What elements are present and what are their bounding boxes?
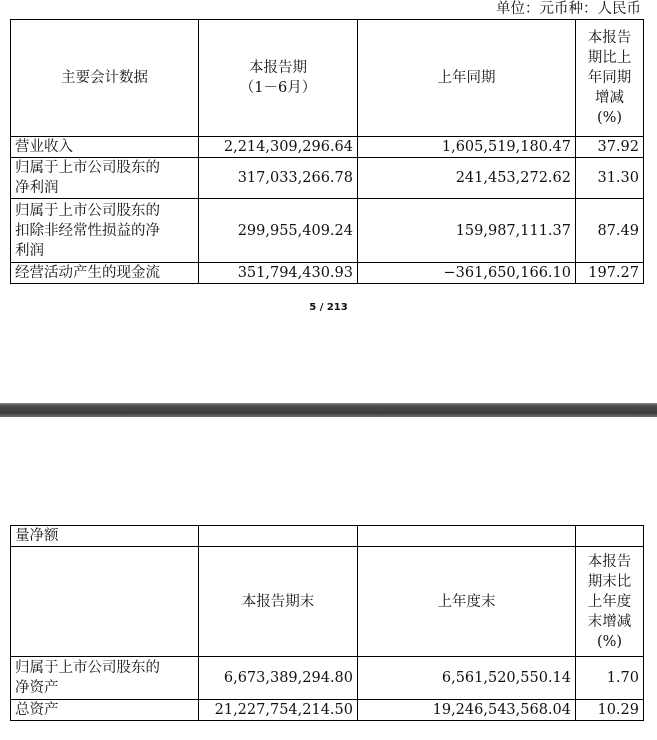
table-row [11, 700, 644, 721]
header-prior-period: 上年同期 [358, 20, 576, 137]
change-value: 10.29 [576, 700, 644, 721]
key-financial-data-table [10, 19, 644, 284]
empty-cell [358, 526, 576, 547]
change-value: 31.30 [576, 158, 644, 199]
unit-currency-label: 单位：元币种：人民币 [496, 1, 641, 17]
prior-value: 19,246,543,568.04 [358, 700, 576, 721]
row-label-line: 归属于上市公司股东的 [15, 160, 160, 176]
table-row [11, 137, 644, 158]
row-label-line: 净资产 [15, 680, 59, 696]
current-value: 351,794,430.93 [199, 263, 358, 284]
header-change-line: 增减 [595, 90, 624, 106]
row-label-line: 经营活动产生的现金流 [15, 265, 160, 281]
prior-value: 6,561,520,550.14 [358, 657, 576, 700]
header-prior-year-end: 上年度末 [358, 547, 576, 657]
current-value: 317,033,266.78 [199, 158, 358, 199]
row-label-line: 归属于上市公司股东的 [15, 660, 160, 676]
header-change-line: 期末比 [587, 573, 632, 590]
row-label-line: 归属于上市公司股东的 [15, 202, 160, 219]
current-value: 299,955,409.24 [199, 199, 358, 263]
current-value: 2,214,309,296.64 [199, 137, 358, 158]
header-change-line: (%) [596, 110, 623, 126]
row-label-line: 总资产 [15, 702, 59, 718]
header-change [576, 547, 644, 657]
header-change-line: 年同期 [587, 70, 632, 86]
prior-value: −361,650,166.10 [358, 263, 576, 284]
page-separator [0, 403, 657, 417]
prior-value: 1,605,519,180.47 [358, 137, 576, 158]
header-item: 主要会计数据 [11, 20, 199, 137]
current-value: 6,673,389,294.80 [199, 657, 358, 700]
empty-cell [576, 526, 644, 547]
header-change-line: 上年度 [587, 593, 632, 610]
table-row [11, 657, 644, 700]
change-value: 1.70 [576, 657, 644, 700]
row-label-line: 扣除非经常性损益的净 [15, 222, 160, 239]
table-row [11, 199, 644, 263]
row-label [11, 158, 199, 199]
empty-cell [199, 526, 358, 547]
header-change-line: 本报告 [587, 30, 632, 46]
row-label [11, 657, 199, 700]
row-label [11, 700, 199, 721]
table-header-row [11, 20, 644, 137]
table-row [11, 263, 644, 284]
header-change [576, 20, 644, 137]
header-change-line: 本报告 [587, 553, 632, 570]
row-label-line: 营业收入 [15, 139, 73, 155]
balance-data-table [10, 525, 644, 721]
row-label [11, 137, 199, 158]
header-current-period-line2: （1－6月） [239, 80, 317, 96]
change-value: 87.49 [576, 199, 644, 263]
header-current-period-line1: 本报告期 [249, 60, 307, 76]
current-value: 21,227,754,214.50 [199, 700, 358, 721]
row-label-line: 利润 [15, 242, 44, 259]
table-row [11, 158, 644, 199]
header-current-period [199, 20, 358, 137]
prior-value: 159,987,111.37 [358, 199, 576, 263]
header-item [11, 547, 199, 657]
change-value: 37.92 [576, 137, 644, 158]
prior-value: 241,453,272.62 [358, 158, 576, 199]
row-label [11, 263, 199, 284]
row-label [11, 199, 199, 263]
continued-row [11, 526, 644, 547]
row-label-line: 净利润 [15, 180, 59, 196]
page-number: 5 / 213 [309, 302, 348, 313]
change-value: 197.27 [576, 263, 644, 284]
header-change-line: 期比上 [587, 50, 632, 66]
header-current-period-end: 本报告期末 [199, 547, 358, 657]
header-change-line: 末增减 [587, 613, 632, 630]
header-change-line: (%) [596, 633, 623, 650]
table-header-row [11, 547, 644, 657]
row-label: 量净额 [11, 526, 199, 547]
